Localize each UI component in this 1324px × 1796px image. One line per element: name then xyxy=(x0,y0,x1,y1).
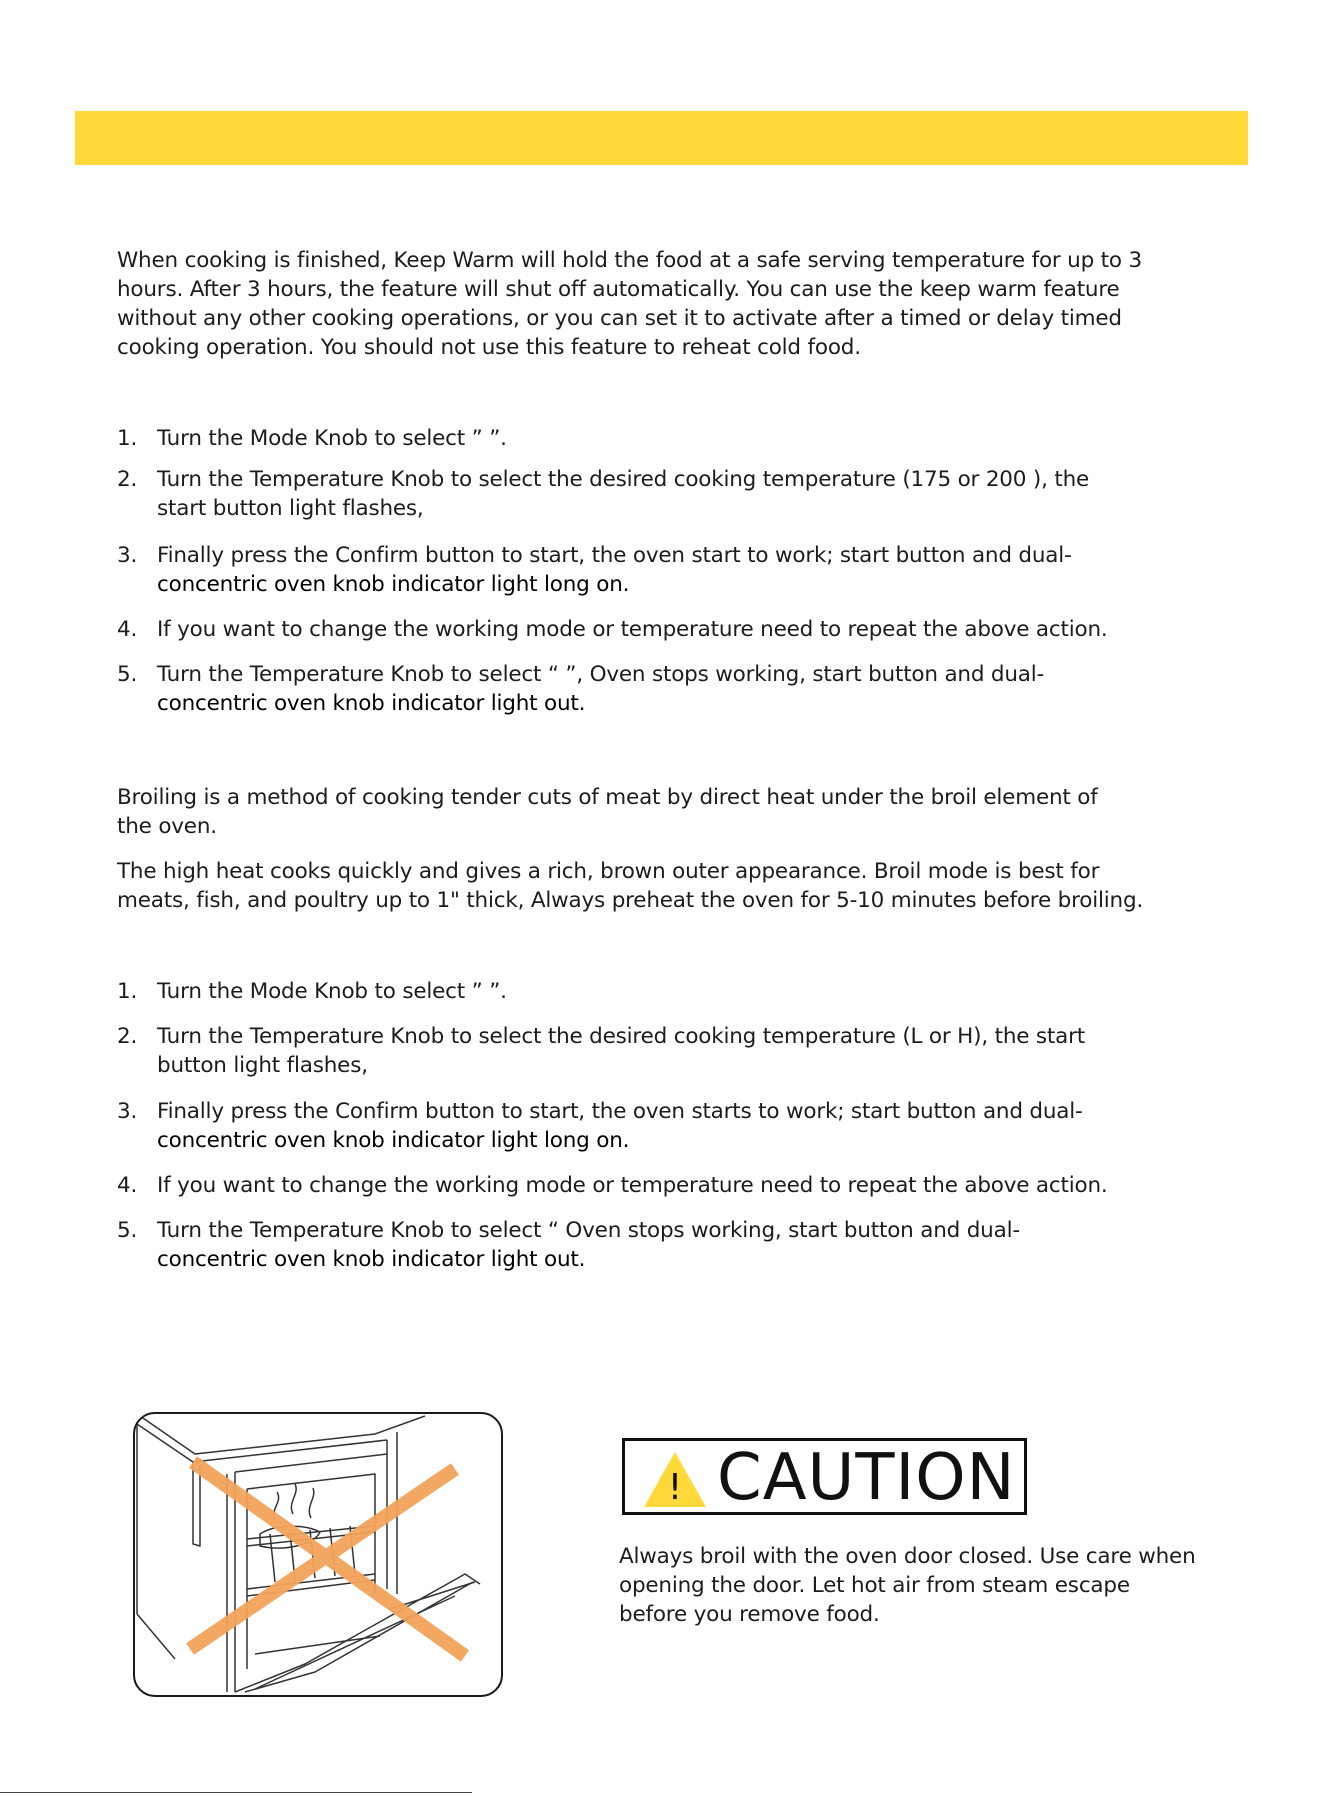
step-number: 3. xyxy=(117,1099,138,1124)
keep-warm-intro xyxy=(117,246,1197,362)
step-item xyxy=(117,1022,1217,1080)
oven-line-drawing xyxy=(135,1414,501,1695)
step-text: Finally press the Confirm button to start, the oven start to work; start button and dual- xyxy=(157,543,1072,568)
step-item xyxy=(117,660,1217,718)
step-text: button light flashes, xyxy=(157,1053,368,1078)
step-number: 2. xyxy=(117,467,138,492)
broil-description xyxy=(117,857,1197,915)
footer-divider xyxy=(0,1792,472,1793)
step-text: Turn the Mode Knob to select ” ”. xyxy=(157,426,507,451)
step-text: concentric oven knob indicator light out. xyxy=(157,1247,586,1272)
step-item xyxy=(117,1171,1217,1200)
step-text: start button light flashes, xyxy=(157,496,424,521)
broil-intro xyxy=(117,783,1197,841)
broil-steps xyxy=(117,977,1217,1274)
step-number: 4. xyxy=(117,617,138,642)
step-text: If you want to change the working mode or temperature need to repeat the above action. xyxy=(157,617,1108,642)
caution-title: CAUTION xyxy=(717,1441,1016,1515)
step-item xyxy=(117,424,1217,453)
text-line: meats, fish, and poultry up to 1" thick, Always preheat the oven for 5-10 minutes before broiling. xyxy=(117,888,1144,913)
text-line: Always broil with the oven door closed. Use care when xyxy=(619,1544,1196,1569)
step-text: If you want to change the working mode or temperature need to repeat the above action. xyxy=(157,1173,1108,1198)
step-text: Turn the Temperature Knob to select the desired cooking temperature (175 or 200 ), the xyxy=(157,467,1090,492)
step-item xyxy=(117,1097,1217,1155)
caution-note xyxy=(619,1542,1219,1629)
step-number: 5. xyxy=(117,1218,138,1243)
text-line: Broiling is a method of cooking tender cuts of meat by direct heat under the broil element of xyxy=(117,785,1098,810)
text-line: opening the door. Let hot air from steam escape xyxy=(619,1573,1130,1598)
step-number: 4. xyxy=(117,1173,138,1198)
step-text: concentric oven knob indicator light long on. xyxy=(157,572,630,597)
step-text: Finally press the Confirm button to start, the oven starts to work; start button and dual- xyxy=(157,1099,1083,1124)
step-number: 1. xyxy=(117,979,138,1004)
step-item xyxy=(117,977,1217,1006)
step-text: Turn the Temperature Knob to select the desired cooking temperature (L or H), the start xyxy=(157,1024,1085,1049)
step-item xyxy=(117,1216,1217,1274)
caution-label xyxy=(622,1438,1027,1515)
step-text: Turn the Mode Knob to select ” ”. xyxy=(157,979,507,1004)
keep-warm-steps xyxy=(117,424,1217,718)
step-item xyxy=(117,541,1217,599)
step-number: 2. xyxy=(117,1024,138,1049)
text-line: When cooking is finished, Keep Warm will hold the food at a safe serving temperature for up to 3 xyxy=(117,248,1142,273)
oven-door-open-illustration xyxy=(133,1412,503,1697)
step-item xyxy=(117,465,1217,523)
step-item xyxy=(117,615,1217,644)
step-text: concentric oven knob indicator light long on. xyxy=(157,1128,630,1153)
text-line: The high heat cooks quickly and gives a rich, brown outer appearance. Broil mode is best for xyxy=(117,859,1100,884)
exclamation-mark: ! xyxy=(667,1467,683,1508)
text-line: cooking operation. You should not use this feature to reheat cold food. xyxy=(117,335,861,360)
step-text: concentric oven knob indicator light out. xyxy=(157,691,586,716)
step-text: Turn the Temperature Knob to select “ ”, Oven stops working, start button and dual- xyxy=(157,662,1045,687)
step-number: 3. xyxy=(117,543,138,568)
step-number: 1. xyxy=(117,426,138,451)
section-header-band xyxy=(75,111,1248,165)
text-line: the oven. xyxy=(117,814,217,839)
step-number: 5. xyxy=(117,662,138,687)
text-line: without any other cooking operations, or you can set it to activate after a timed or delay timed xyxy=(117,306,1122,331)
warning-triangle-icon xyxy=(642,1449,708,1509)
text-line: before you remove food. xyxy=(619,1602,880,1627)
step-text: Turn the Temperature Knob to select “ Oven stops working, start button and dual- xyxy=(157,1218,1020,1243)
text-line: hours. After 3 hours, the feature will shut off automatically. You can use the keep warm feature xyxy=(117,277,1120,302)
